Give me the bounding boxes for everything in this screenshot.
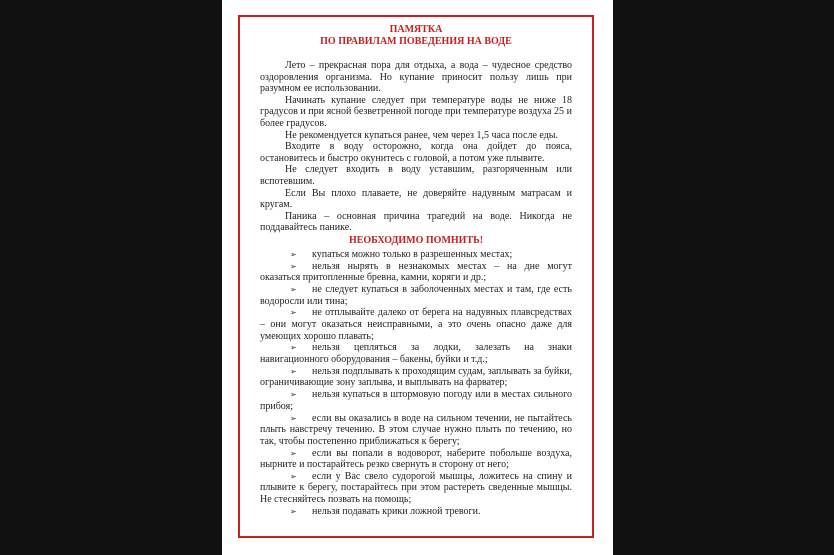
rules-list xyxy=(260,249,572,518)
section-subtitle: НЕОБХОДИМО ПОМНИТЬ! xyxy=(348,234,484,246)
rule-text: если вы попали в водоворот, наберите побольше воздуха, нырните и постарайтесь резко свернуть в сторону от него; xyxy=(260,447,572,471)
document-content xyxy=(260,24,572,532)
intro-paragraph-1: Лето – прекрасная пора для отдыха, а вода – чудесное средство оздоровления организма. Но купание приносит пользу лишь при разумном ее использовании. xyxy=(260,60,572,95)
document-title xyxy=(260,24,572,48)
arrowhead-bullet-icon: ➢ xyxy=(290,506,297,516)
list-item xyxy=(260,506,572,518)
title-spacer xyxy=(260,48,572,60)
rule-text: если у Вас свело судорогой мышцы, ложитесь на спину и плывите к берегу, постарайтесь при этом растереть сведенные мышцы. Не стесняйтесь позвать на помощь; xyxy=(260,470,572,506)
arrowhead-bullet-icon: ➢ xyxy=(290,261,297,271)
intro-paragraph-2: Начинать купание следует при температуре воды не ниже 18 градусов и при ясной безветренной погоде при температуре воздуха 25 и более градусов. xyxy=(260,94,572,129)
rule-text: нельзя подплывать к проходящим судам, заплывать за буйки, ограничивающие зону заплыва, и выплывать на фарватер; xyxy=(260,365,572,389)
intro-paragraph-6: Если Вы плохо плаваете, не доверяйте надувным матрасам и кругам. xyxy=(260,187,572,211)
list-item xyxy=(260,413,572,448)
arrowhead-bullet-icon: ➢ xyxy=(290,366,297,376)
rule-text: нельзя купаться в штормовую погоду или в местах сильного прибоя; xyxy=(260,389,572,412)
arrowhead-bullet-icon: ➢ xyxy=(290,471,297,481)
rule-text: купаться можно только в разрешенных местах; xyxy=(312,248,513,260)
intro-paragraph-4: Входите в воду осторожно, когда она дойдет до пояса, остановитесь и быстро окунитесь с головой, а потом уже плывите. xyxy=(260,141,572,164)
rule-text: не отплывайте далеко от берега на надувных плавсредствах – они могут оказаться неисправными, а это очень опасно даже для умеющих хорошо плавать; xyxy=(260,307,572,342)
list-item xyxy=(260,342,572,365)
rule-text: нельзя подавать крики ложной тревоги. xyxy=(312,505,481,517)
arrowhead-bullet-icon: ➢ xyxy=(290,249,297,259)
title-line-1: ПАМЯТКА xyxy=(389,24,443,35)
arrowhead-bullet-icon: ➢ xyxy=(290,343,297,353)
list-item xyxy=(260,284,572,307)
rule-text: если вы оказались в воде на сильном течении, не пытайтесь плыть навстречу течению. В этом случае нужно плыть по течению, но так, чтобы постепенно приближаться к берегу; xyxy=(260,412,572,447)
intro-paragraph-5: Не следует входить в воду уставшим, разгоряченным или вспотевшим. xyxy=(260,164,572,187)
list-item xyxy=(260,389,572,412)
arrowhead-bullet-icon: ➢ xyxy=(290,448,297,458)
document-page xyxy=(222,0,613,555)
rule-text: нельзя нырять в незнакомых местах – на дне могут оказаться притопленные бревна, камни, коряги и др.; xyxy=(260,260,572,284)
red-border-frame xyxy=(238,15,594,538)
arrowhead-bullet-icon: ➢ xyxy=(290,413,297,423)
title-line-2: ПО ПРАВИЛАМ ПОВЕДЕНИЯ НА ВОДЕ xyxy=(320,36,512,47)
list-item xyxy=(260,249,572,261)
rule-text: не следует купаться в заболоченных местах и там, где есть водоросли или тина; xyxy=(260,284,572,307)
list-item xyxy=(260,448,572,471)
intro-paragraph-7: Паника – основная причина трагедий на воде. Никогда не поддавайтесь панике. xyxy=(260,210,572,234)
arrowhead-bullet-icon: ➢ xyxy=(290,308,297,318)
arrowhead-bullet-icon: ➢ xyxy=(290,390,297,400)
list-item xyxy=(260,471,572,506)
arrowhead-bullet-icon: ➢ xyxy=(290,285,297,295)
rule-text: нельзя цепляться за лодки, залезать на знаки навигационного оборудования – бакены, буйки и т.д.; xyxy=(260,342,572,365)
list-item xyxy=(260,366,572,389)
list-item xyxy=(260,307,572,342)
intro-paragraph-3: Не рекомендуется купаться ранее, чем через 1,5 часа после еды. xyxy=(285,129,559,141)
intro-section xyxy=(260,60,572,234)
list-item xyxy=(260,261,572,284)
